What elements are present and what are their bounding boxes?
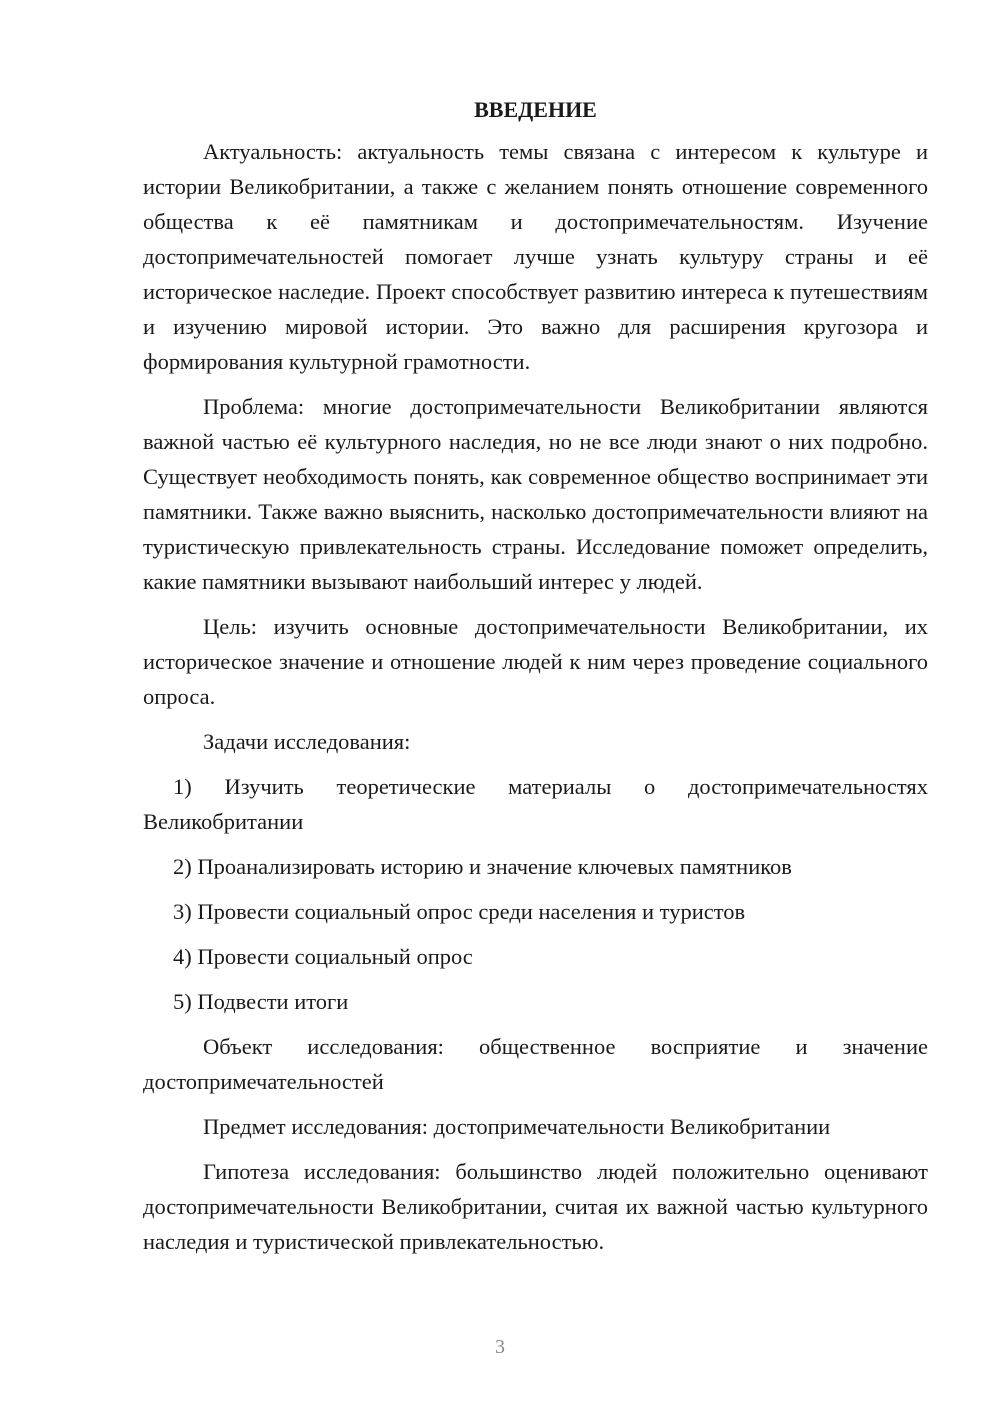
paragraph-hypothesis: Гипотеза исследования: большинство людей положительно оценивают достопримечательности Великобритании, считая их важной частью культурного наследия и туристической привлекательностью. <box>143 1159 928 1254</box>
task-item-3: 3) Провести социальный опрос среди населения и туристов <box>173 899 746 924</box>
paragraph-subject: Предмет исследования: достопримечательности Великобритании <box>203 1114 831 1139</box>
task-item-4: 4) Провести социальный опрос <box>173 944 473 969</box>
page-number: 3 <box>495 1336 505 1358</box>
task-item-1: 1) Изучить теоретические материалы о достопримечательностях Великобритании <box>143 774 928 834</box>
paragraph-object: Объект исследования: общественное восприятие и значение достопримечательностей <box>143 1034 928 1094</box>
task-item-2: 2) Проанализировать историю и значение ключевых памятников <box>173 854 792 879</box>
task-item-5: 5) Подвести итоги <box>173 989 349 1014</box>
document-page <box>143 93 928 1259</box>
paragraph-goal: Цель: изучить основные достопримечательности Великобритании, их историческое значение и отношение людей к ним через проведение социального опроса. <box>143 614 928 709</box>
tasks-heading: Задачи исследования: <box>203 729 411 754</box>
paragraph-problem: Проблема: многие достопримечательности Великобритании являются важной частью её культурного наследия, но не все люди знают о них подробно. Существует необходимость понять, как современное общество воспринимает эти памятники. Также важно выяснить, насколько достопримечательности влияют на туристическую привлекательность страны. Исследование поможет определить, какие памятники вызывают наибольший интерес у людей. <box>143 394 928 594</box>
paragraph-relevance: Актуальность: актуальность темы связана с интересом к культуре и истории Великобритании, а также с желанием понять отношение современного общества к её памятникам и достопримечательностям. Изучение достопримечательностей помогает лучше узнать культуру страны и её историческое наследие. Проект способствует развитию интереса к путешествиям и изучению мировой истории. Это важно для расширения кругозора и формирования культурной грамотности. <box>143 139 928 374</box>
section-title: ВВЕДЕНИЕ <box>474 97 597 122</box>
